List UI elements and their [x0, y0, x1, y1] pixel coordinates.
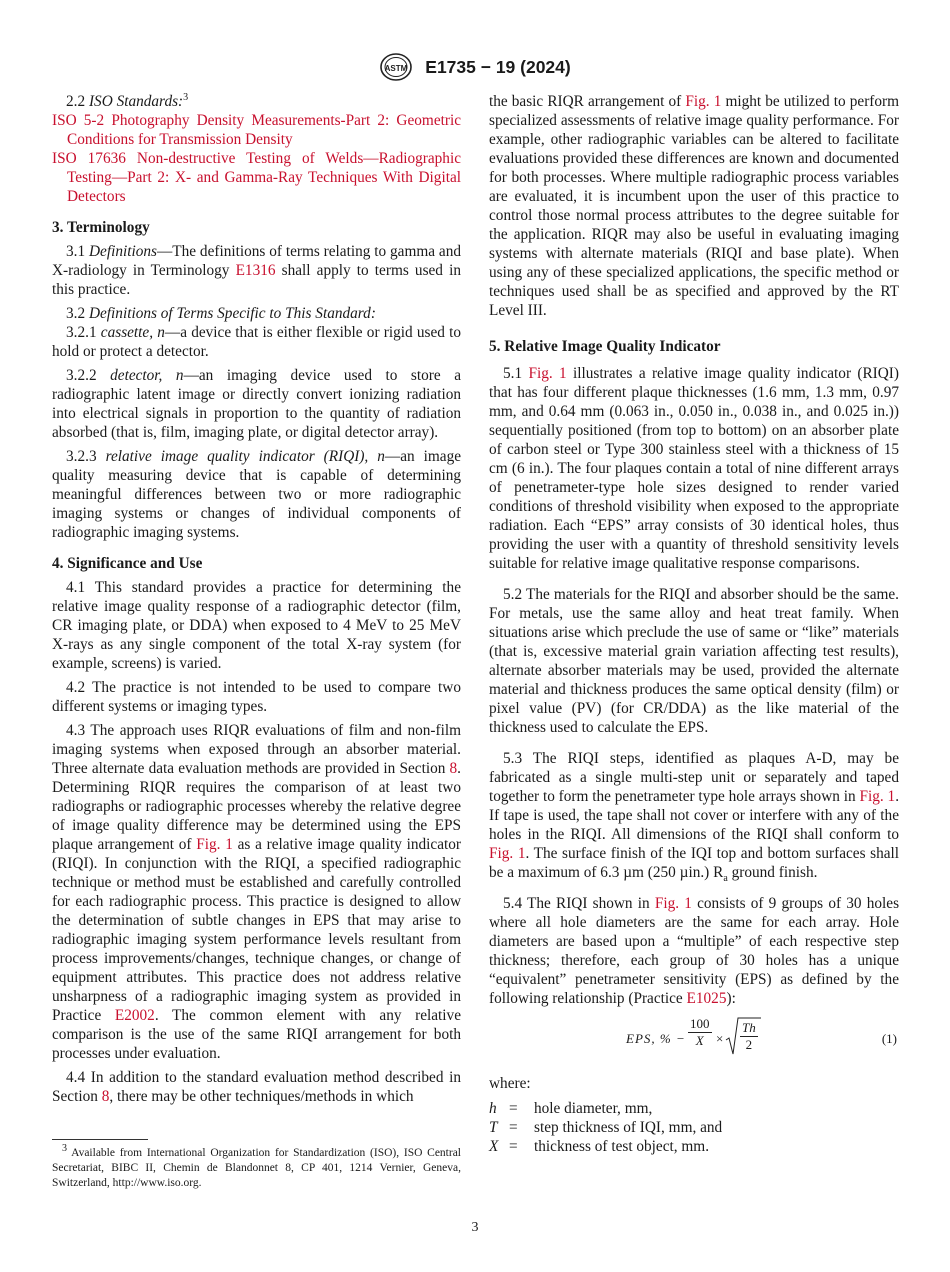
equation-lhs: EPS, % −: [626, 1031, 686, 1046]
definition-row: h = hole diameter, mm,: [489, 1100, 653, 1117]
variable-definitions: [489, 1099, 899, 1156]
right-column: [489, 92, 899, 1156]
section-8-link[interactable]: 8: [101, 1088, 110, 1105]
astm-logo-text: ASTM: [384, 64, 408, 73]
paragraph-4-4-continued: the basic RIQR arrangement of Fig. 1 might be utilized to perform specialized assessments of relative image quality performance. For example, other radiographic variables can be altered to facilitate evaluations provided these differences are known and documented for both processes. Where multiple radiographic process variables are evaluated, it is incumbent upon the user of this practice to control those normal process attributes to the degree suitable for the application. RIQR may also be useful in evaluating imaging systems with alternate materials (RIQI and base plate). When using any of these specialized applications, the specific method or techniques used shall be as specified and approved by the RT Level III.: [489, 93, 900, 319]
paragraph-3-2: 3.2 Definitions of Terms Specific to This Standard:: [66, 305, 376, 322]
fig-1-link[interactable]: Fig. 1: [654, 895, 692, 912]
paragraph-5-4: 5.4 The RIQI shown in Fig. 1 consists of 9 groups of 30 holes where all hole diameters are the same for each array. Hole diameters are based upon a “multiple” of each respective step thickness; therefore, each group of 30 holes has a unique “equivalent” penetrameter sensitivity (EPS) as defined by the following relationship (Practice E1025):: [489, 895, 900, 1007]
fig-1-link[interactable]: Fig. 1: [859, 788, 896, 805]
paragraph-3-1: 3.1 Definitions—The definitions of terms relating to gamma and X-radiology in Terminology E1316 shall apply to terms used in this practice.: [52, 243, 461, 298]
left-column: [52, 92, 461, 1106]
paragraph-5-2: 5.2 The materials for the RIQI and absorber should be the same. For metals, use the same alloy and heat treat family. When situations arise which preclude the use of same or “like” materials (that is, excessive material grain variation affecting test results), alternate absorber materials may be used, provided the alternate material and thickness produces the same optical density (film) or pixel value (PV) (for CR/DDA) as the like material of the thickness used to calculate the EPS.: [489, 586, 899, 736]
page-header: [0, 52, 950, 82]
fig-1-link[interactable]: Fig. 1: [489, 845, 526, 862]
equation-fraction-1: $\frac{100}{X}$: [690, 1016, 710, 1048]
reference-iso-17636: ISO 17636 Non-destructive Testing of Welds—Radiographic Testing—Part 2: X- and Gamma-Ray Techniques With Digital Detectors: [52, 150, 461, 205]
paragraph-4-4: 4.4 In addition to the standard evaluation method described in Section 8, there may be other techniques/methods in which: [52, 1069, 461, 1105]
equation-fraction-2: $\frac{Th}{2}$: [742, 1020, 756, 1052]
paragraph-3-2-2: 3.2.2 detector, n—an imaging device used to store a radiographic latent image or directly convert ionizing radiation into electrical signals in proportion to the quantity of radiation absorbed (that is, film, imaging plate, or digital detector array).: [52, 367, 461, 441]
equation-1: [489, 1016, 899, 1062]
reference-iso-5-2: ISO 5-2 Photography Density Measurements-Part 2: Geometric Conditions for Transmission Density: [52, 112, 461, 148]
fig-1-link[interactable]: Fig. 1: [196, 836, 233, 853]
iso-17636-link[interactable]: ISO 17636: [52, 150, 126, 167]
page-number: 3: [471, 1220, 479, 1235]
section-3-heading: 3. Terminology: [52, 219, 150, 236]
equation-number: (1): [881, 1031, 897, 1046]
paragraph-4-3: 4.3 The approach uses RIQR evaluations of film and non-film imaging systems when exposed through an absorber material. Three alternate data evaluation methods are provided in Section 8. Determining RIQR requires the comparison of at least two radiographs or radiographic processes whereby the relative degree of image quality difference may be determined using the EPS plaque arrangement of Fig. 1 as a relative image quality indicator (RIQI). In conjunction with the RIQI, a specified radiographic technique or method must be established and carefully controlled for each radiographic process. This practice is designed to allow the determination of subtle changes in EPS that may arise to radiographic imaging system performance levels resultant from process improvements/changes, technique changes, or change of equipment attributes. This practice does not address relative unsharpness of a radiographic imaging system as provided in Practice E2002. The common element with any relative comparison is the use of the same RIQI arrangement for both processes under evaluation.: [52, 722, 461, 1062]
section-8-link[interactable]: 8: [449, 760, 458, 777]
paragraph-5-3: 5.3 The RIQI steps, identified as plaques A-D, may be fabricated as a single multi-step unit or separately and taped together to form the penetrameter type hole arrays shown in Fig. 1. If tape is used, the tape shall not cover or interfere with any of the holes in the RIQI. All dimensions of the RIQI shall conform to Fig. 1. The surface finish of the IQI top and bottom surfaces shall be a maximum of 6.3 µm (250 µin.) $R_a$ ground finish.: [489, 750, 900, 885]
paragraph-3-2-1: 3.2.1 cassette, n—a device that is either flexible or rigid used to hold or protect a detector.: [52, 324, 461, 360]
section-5-heading: 5. Relative Image Quality Indicator: [489, 338, 721, 355]
footnote-3: $^3$ Available from International Organization for Standardization (ISO), ISO Central Secretariat, BIBC II, Chemin de Blandonnet 8, CP 401, 1214 Vernier, Geneva, Switzerland, http://www.iso.org.: [52, 1143, 461, 1189]
section-2-2-heading: 2.2 ISO Standards:$^3$: [66, 91, 189, 110]
definition-row: X = thickness of test object, mm.: [489, 1138, 710, 1155]
paragraph-5-1: 5.1 Fig. 1 illustrates a relative image quality indicator (RIQI) that has four different plaque thicknesses (1.6 mm, 1.3 mm, 0.97 mm, and 0.64 mm (0.063 in., 0.050 in., 0.038 in., and 0.025 in.)) sequentially positioned (from top to bottom) on an absorber plate of carbon steel or Type 300 stainless steel with a thickness of 15 cm (6 in.). The four plaques contain a total of nine different arrays of penetrameter-type hole sizes designed to render varied conditions of threshold visibility when exposed to the appropriate radiation. Each “EPS” array consists of 30 identical holes, thus providing the user with a quantity of threshold sensitivity levels suitable for relative image qualitative response comparisons.: [489, 365, 899, 572]
equation-times: ×: [716, 1031, 724, 1046]
astm-logo-icon: [379, 52, 413, 82]
section-4-heading: 4. Significance and Use: [52, 555, 203, 572]
fig-1-link[interactable]: Fig. 1: [528, 365, 567, 382]
definition-row: T = step thickness of IQI, mm, and: [489, 1119, 723, 1136]
fig-1-link[interactable]: Fig. 1: [685, 93, 722, 110]
iso-5-2-link[interactable]: ISO 5-2: [52, 112, 105, 129]
e2002-link[interactable]: E2002: [114, 1007, 155, 1024]
footnote-divider: [52, 1139, 148, 1140]
e1316-link[interactable]: E1316: [235, 262, 276, 279]
e1025-link[interactable]: E1025: [686, 990, 727, 1007]
paragraph-4-1: 4.1 This standard provides a practice for determining the relative image quality response of a radiographic detector (film, CR imaging plate, or DDA) when exposed to 4 MeV to 25 MeV X-rays as any single component of the total X-ray system (for example, screens) is varied.: [52, 579, 461, 672]
paragraph-3-2-3: 3.2.3 relative image quality indicator (RIQI), n—an image quality measuring device that is capable of determining meaningful differences between two or more radiographic imaging systems or changes of individual components of radiographic imaging systems.: [52, 448, 462, 541]
document-designation: E1735 − 19 (2024): [425, 56, 571, 77]
where-label: where:: [489, 1075, 531, 1092]
paragraph-4-2: 4.2 The practice is not intended to be used to compare two different systems or imaging types.: [52, 679, 461, 715]
